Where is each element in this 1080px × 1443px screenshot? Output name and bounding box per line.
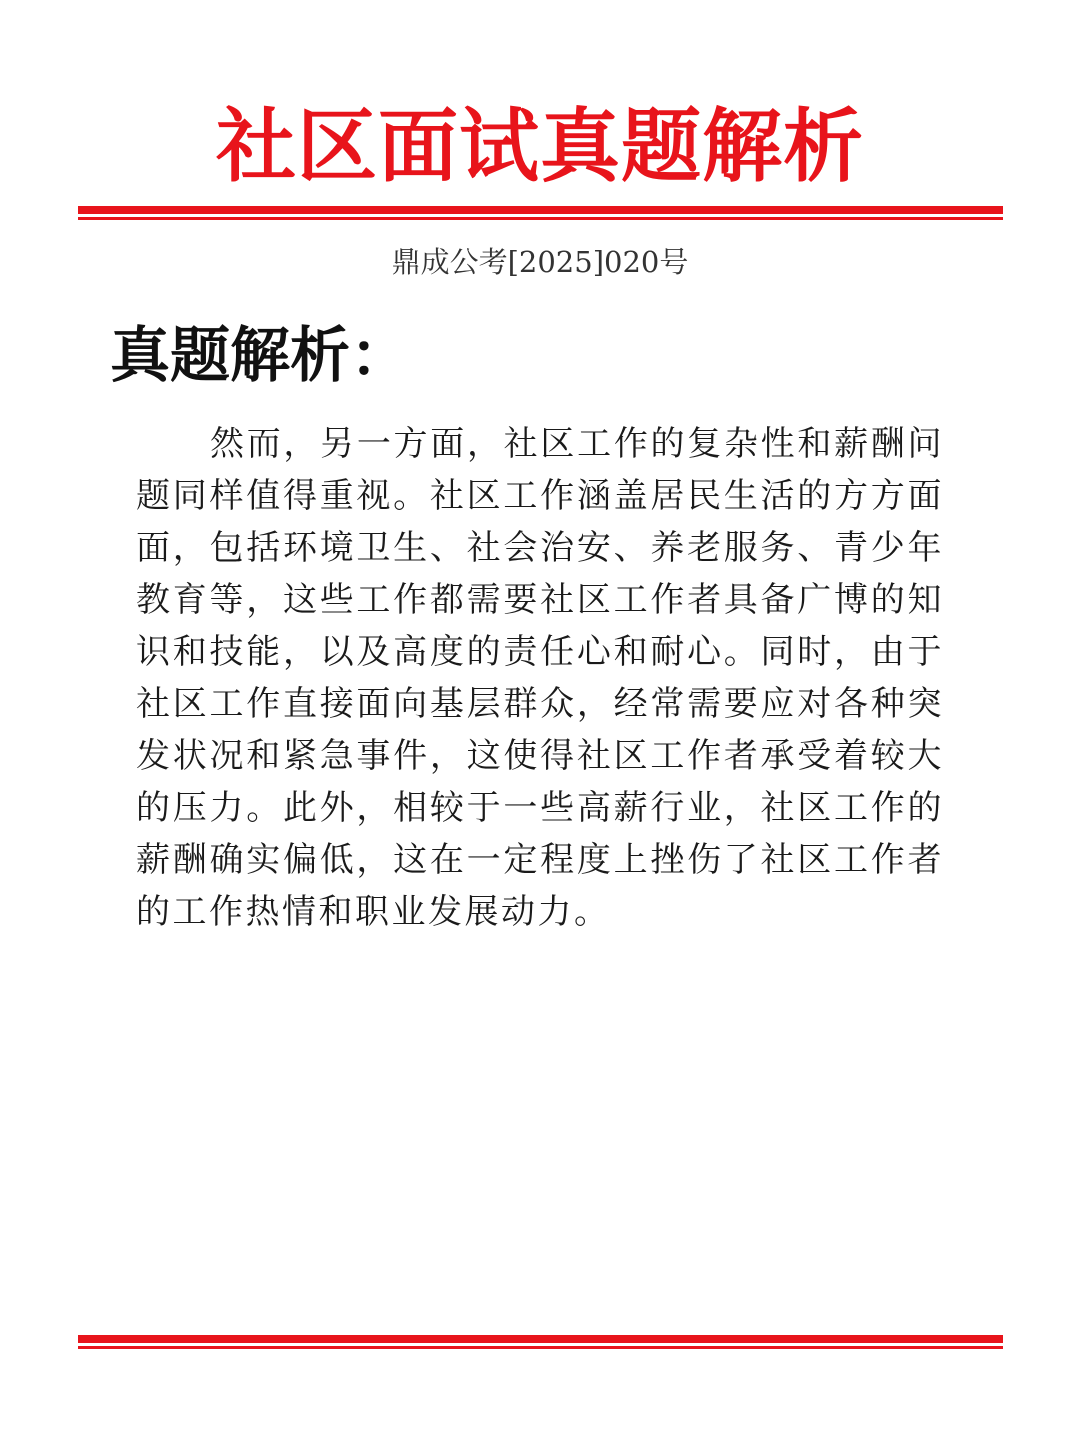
document-number: 鼎成公考[2025]020号 — [391, 245, 689, 279]
section-heading: 真题解析： — [110, 321, 410, 391]
bottom-red-divider — [78, 1335, 1003, 1349]
top-red-divider — [78, 206, 1003, 220]
top-divider-thick-line — [78, 206, 1003, 214]
bottom-divider-thick-line — [78, 1335, 1003, 1343]
bottom-divider-thin-line — [78, 1346, 1003, 1349]
top-divider-thin-line — [78, 217, 1003, 220]
document-title: 社区面试真题解析 — [216, 99, 864, 193]
body-paragraph: 然而，另一方面，社区工作的复杂性和薪酬问题同样值得重视。社区工作涵盖居民生活的方方面面，包括环境卫生、社会治安、养老服务、青少年教育等，这些工作都需要社区工作者具备广博的知识和技能，以及高度的责任心和耐心。同时，由于社区工作直接面向基层群众，经常需要应对各种突发状况和紧急事件，这使得社区工作者承受着较大的压力。此外，相较于一些高薪行业，社区工作的薪酬确实偏低，这在一定程度上挫伤了社区工作者的工作热情和职业发展动力。 — [136, 424, 944, 932]
